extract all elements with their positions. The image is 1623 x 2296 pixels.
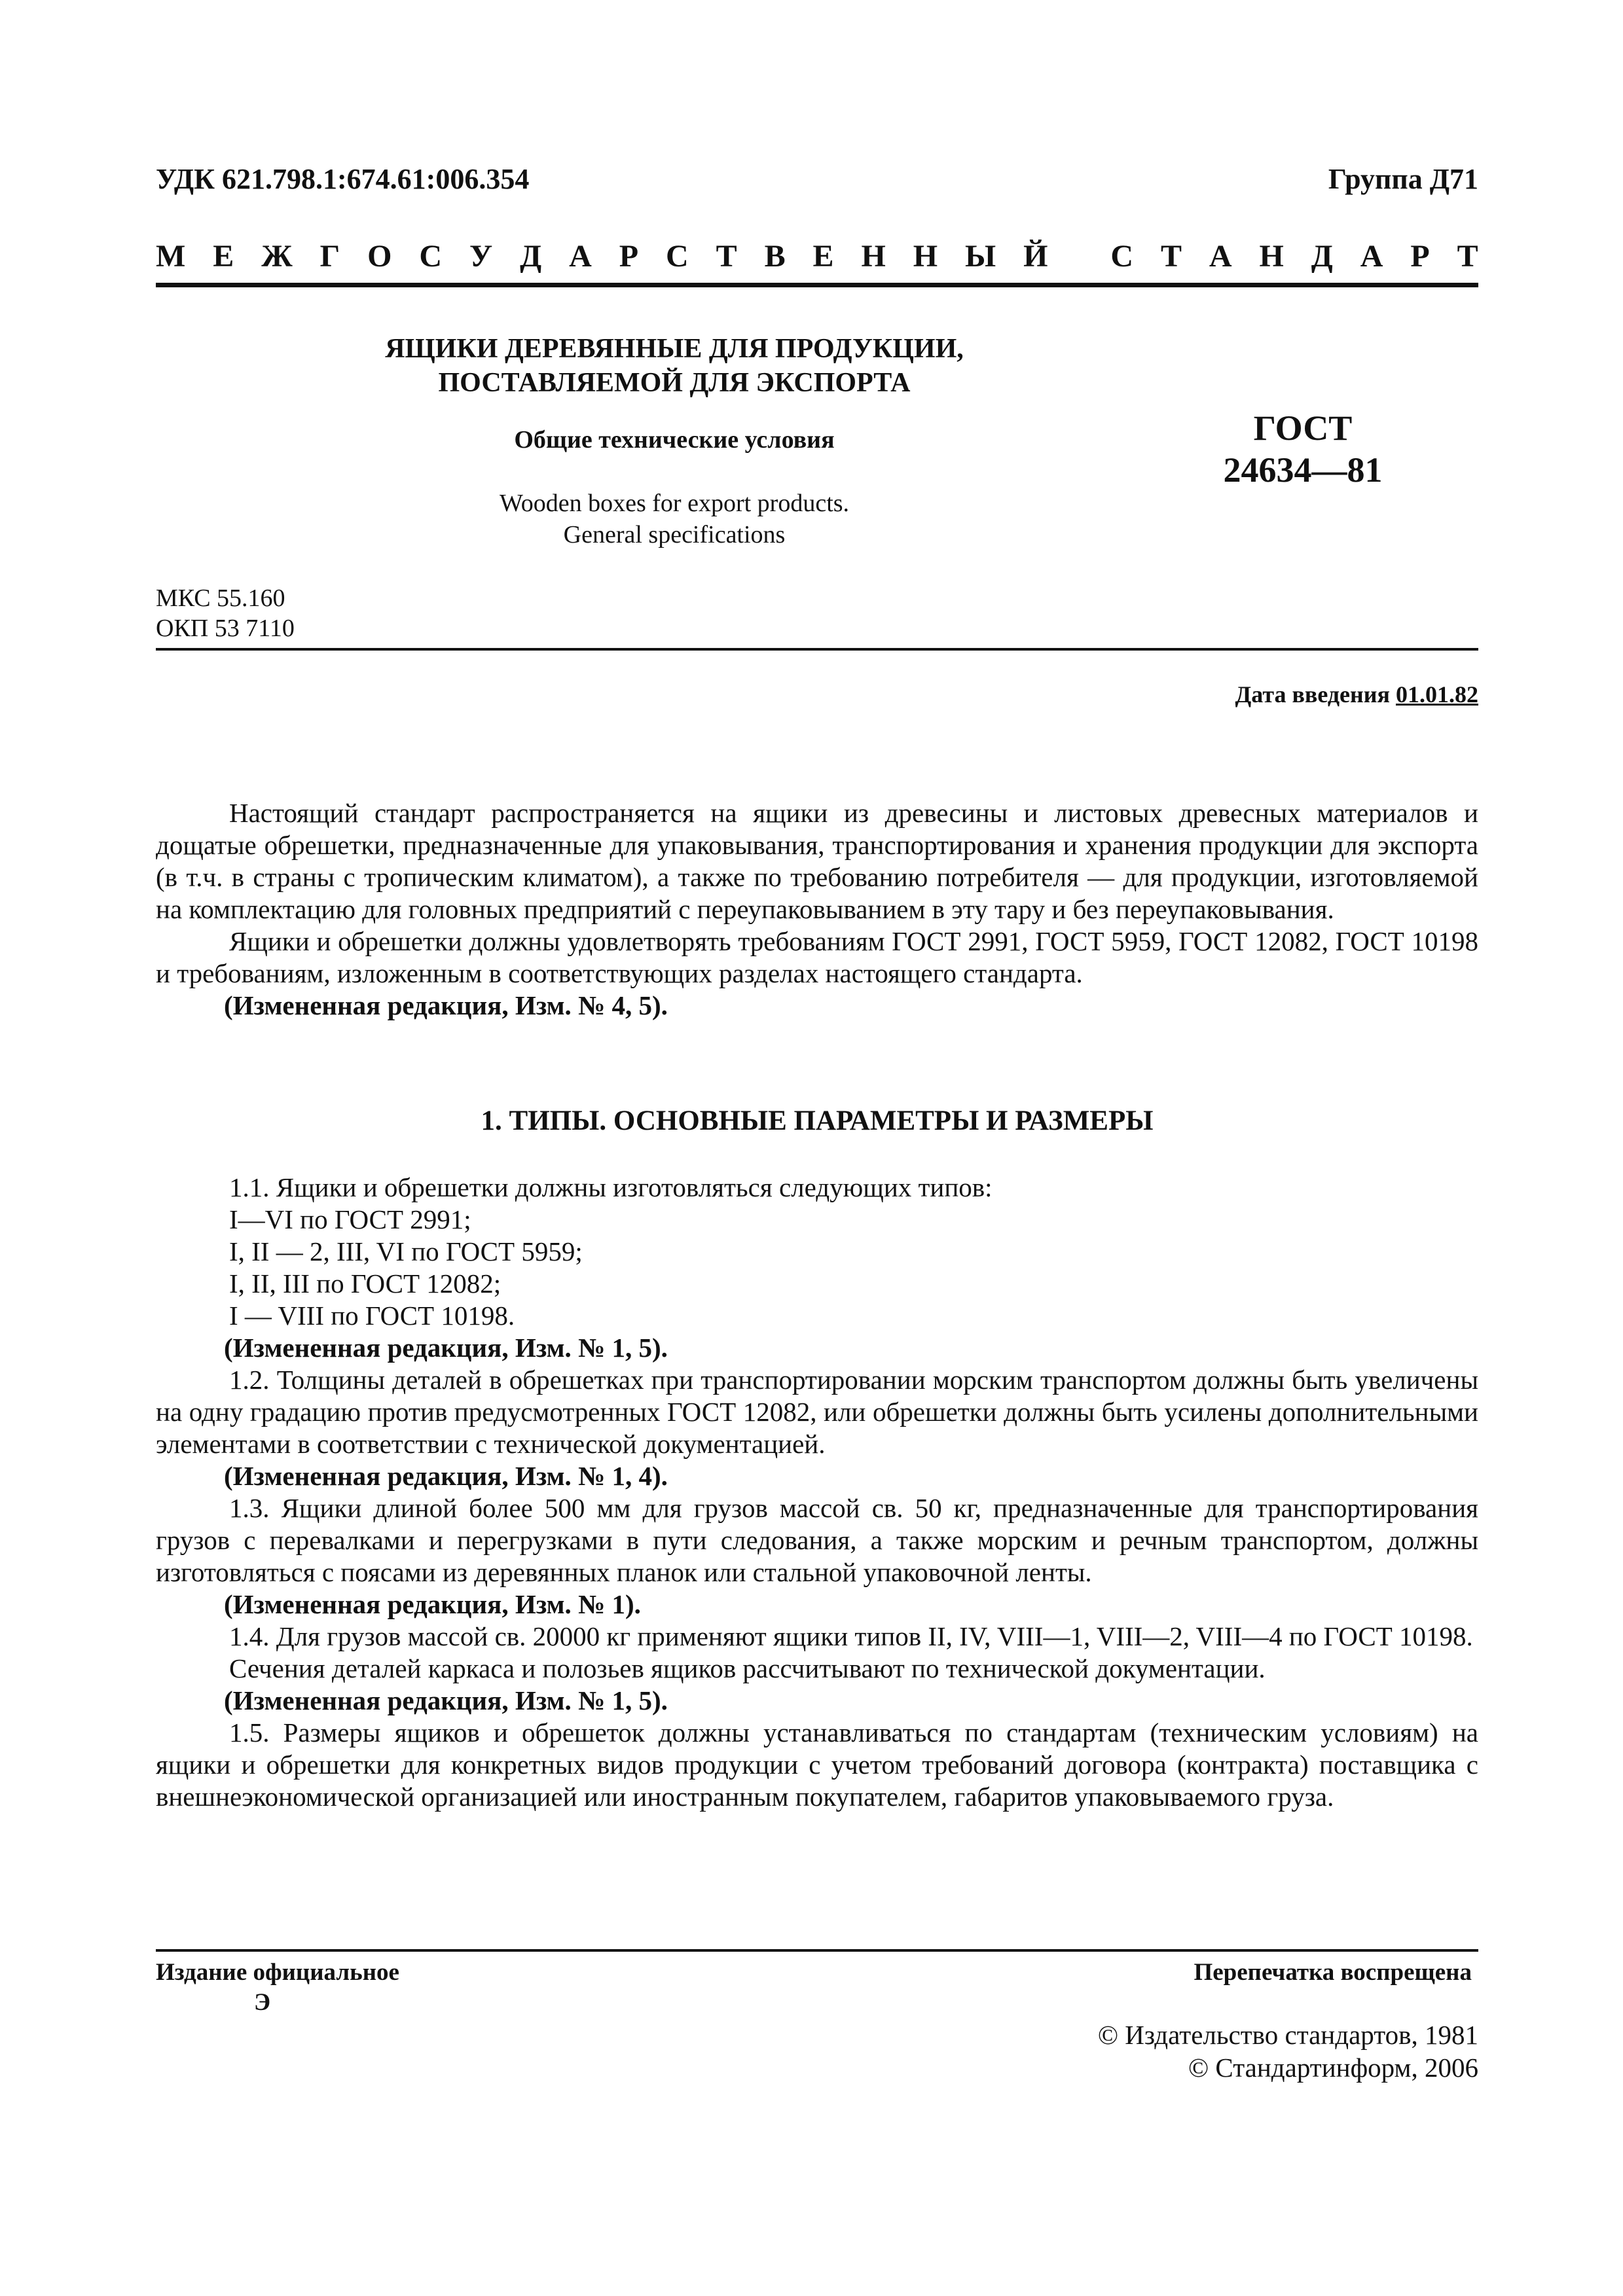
amendment-1-3: (Измененная редакция, Изм. № 1). [224, 1589, 641, 1619]
copyright-2006: © Стандартинформ, 2006 [1188, 2053, 1478, 2083]
amendment-1-4: (Измененная редакция, Изм. № 1, 5). [224, 1685, 668, 1715]
gost-number: 24634—81 [1223, 450, 1383, 490]
heading-letter: Т [716, 239, 737, 274]
heading-letter: А [1360, 239, 1383, 274]
okp-code: ОКП 53 7110 [156, 615, 295, 642]
heading-letter: М [156, 239, 186, 274]
type-line-3: I, II, III по ГОСТ 12082; [229, 1268, 501, 1299]
amendment-1-1: (Измененная редакция, Изм. № 1, 5). [224, 1333, 668, 1363]
type-line-1: I—VI по ГОСТ 2991; [229, 1204, 471, 1234]
clause-1-3: 1.3. Ящики длиной более 500 мм для грузов массой св. 50 кг, предназначенные для транспортирования грузов с перевалками и перегрузками в пути следования, а также морским и речным транспортом, должны изготовляться с поясами из деревянных планок или стальной упаковочной ленты. [156, 1493, 1478, 1587]
intro-paragraph-2: Ящики и обрешетки должны удовлетворять требованиям ГОСТ 2991, ГОСТ 5959, ГОСТ 12082, ГОСТ 10198 и требованиям, изложенным в соответствующих разделах настоящего стандарта. [156, 926, 1478, 988]
footer-rule [156, 1949, 1478, 1952]
intro-paragraph-1: Настоящий стандарт распространяется на ящики из древесины и листовых древесных материалов и дощатые обрешетки, предназначенные для упаковывания, транспортирования и хранения продукции для экспорта (в т.ч. в страны с тропическим климатом), а также по требованию потребителя — для продукции, изготовляемой на комплектацию для головных предприятий с переупаковыванием в эту тару и без переупаковывания. [156, 798, 1478, 924]
clause-1-4-sections: Сечения деталей каркаса и полозьев ящиков рассчитывают по технической документации. [229, 1653, 1266, 1683]
heading-letter: Д [1311, 239, 1333, 274]
reprint-notice: Перепечатка воспрещена [1194, 1959, 1472, 1986]
gost-label: ГОСТ [1253, 408, 1353, 448]
header-rule [156, 283, 1478, 287]
heading-letter: Р [619, 239, 639, 274]
standard-type-heading [156, 238, 1478, 278]
heading-letter: А [569, 239, 592, 274]
intro-date [1235, 681, 1479, 708]
heading-letter: Ж [261, 239, 293, 274]
heading-letter: С [419, 239, 443, 274]
heading-letter: Т [1457, 239, 1478, 274]
section-1-heading-wrap [156, 1105, 1478, 1137]
heading-letter: У [469, 239, 493, 274]
clause-1-1: 1.1. Ящики и обрешетки должны изготовляться следующих типов: [229, 1172, 993, 1202]
classification-rule [156, 648, 1478, 651]
heading-letter: Й [1023, 239, 1048, 274]
type-line-4: I — VIII по ГОСТ 10198. [229, 1300, 515, 1331]
heading-letter [1075, 238, 1083, 278]
intro-date-value: 01.01.82 [1396, 681, 1478, 708]
heading-letter: Н [913, 239, 938, 274]
title-line-2: ПОСТАВЛЯЕМОЙ ДЛЯ ЭКСПОРТА [438, 368, 911, 398]
heading-letter: Н [1259, 239, 1284, 274]
heading-letter: В [764, 239, 786, 274]
udk-code: УДК 621.798.1:674.61:006.354 [156, 163, 530, 195]
edition-mark: Э [254, 1989, 271, 2016]
mks-code: МКС 55.160 [156, 584, 285, 612]
amendment-1-2: (Измененная редакция, Изм. № 1, 4). [224, 1461, 668, 1491]
heading-letter: Г [319, 239, 340, 274]
section-1-heading: 1. ТИПЫ. ОСНОВНЫЕ ПАРАМЕТРЫ И РАЗМЕРЫ [481, 1105, 1154, 1136]
heading-letter: Н [861, 239, 886, 274]
english-title-2: General specifications [563, 521, 786, 548]
heading-letter: С [666, 239, 689, 274]
heading-letter: А [1209, 239, 1232, 274]
copyright-1981: © Издательство стандартов, 1981 [1097, 2020, 1478, 2050]
subtitle: Общие технические условия [514, 426, 835, 454]
intro-amendment: (Измененная редакция, Изм. № 4, 5). [224, 990, 668, 1020]
title-line-1: ЯЩИКИ ДЕРЕВЯННЫЕ ДЛЯ ПРОДУКЦИИ, [385, 334, 964, 364]
heading-letter: Е [812, 239, 834, 274]
heading-letter: Т [1160, 239, 1182, 274]
clause-1-5: 1.5. Размеры ящиков и обрешеток должны устанавливаться по стандартам (техническим условиям) на ящики и обрешетки для конкретных видов продукции с учетом требований договора (контракта) поставщика с внешнеэкономической организацией или иностранным покупателем, габаритов упаковываемого груза. [156, 1717, 1478, 1812]
type-line-2: I, II — 2, III, VI по ГОСТ 5959; [229, 1236, 583, 1266]
clause-1-2: 1.2. Толщины деталей в обрешетках при транспортировании морским транспортом должны быть увеличены на одну градацию против предусмотренных ГОСТ 12082, или обрешетки должны быть усилены дополнительными элементами в соответствии с технической документацией. [156, 1365, 1478, 1459]
group-code: Группа Д71 [1328, 163, 1478, 195]
official-edition: Издание официальное [156, 1959, 399, 1986]
heading-letter: О [367, 239, 392, 274]
heading-letter: Д [520, 239, 542, 274]
intro-text [156, 797, 1478, 1022]
heading-letter: Е [213, 239, 234, 274]
heading-letter: С [1110, 239, 1133, 274]
heading-letter: Ы [965, 239, 996, 274]
clause-1-4: 1.4. Для грузов массой св. 20000 кг применяют ящики типов II, IV, VIII—1, VIII—2, VIII—4 по ГОСТ 10198. [229, 1621, 1473, 1651]
english-title-1: Wooden boxes for export products. [499, 490, 850, 517]
section-1-text [156, 1172, 1478, 1813]
heading-letter: Р [1410, 239, 1430, 274]
intro-date-label: Дата введения [1235, 681, 1390, 708]
